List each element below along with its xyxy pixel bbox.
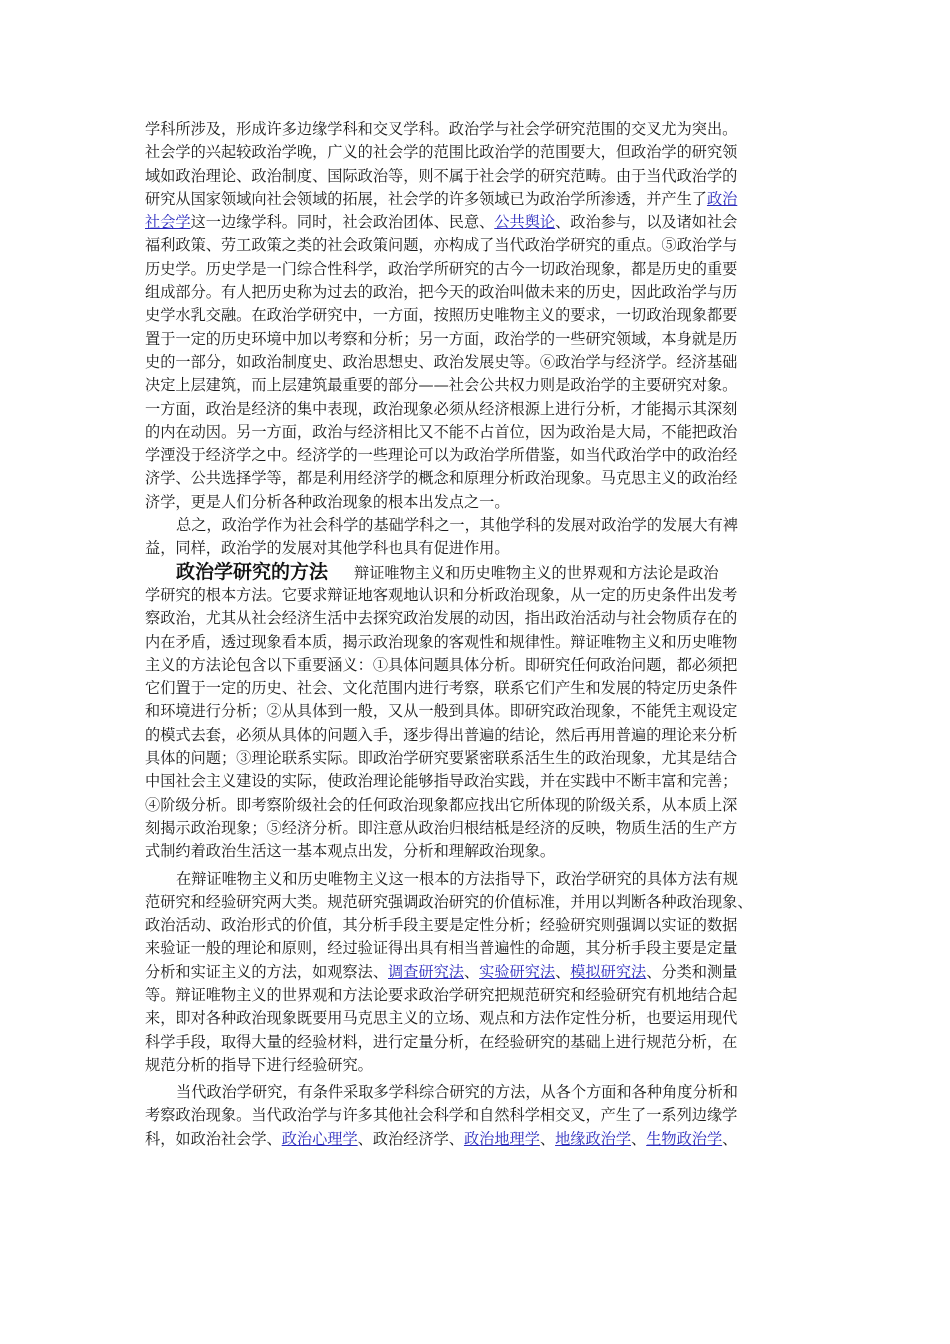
text-line: ④阶级分析。即考察阶级社会的任何政治现象都应找出它所体现的阶级关系，从本质上深 xyxy=(145,795,738,814)
text-line: 史学水乳交融。在政治学研究中，一方面，按照历史唯物主义的要求，一切政治现象都要 xyxy=(145,306,738,325)
text-span: 这一边缘学科。同时，社会政治团体、民意、 xyxy=(190,213,495,232)
text-line: 主义的方法论包含以下重要涵义：①具体问题具体分析。即研究任何政治问题，都必须把 xyxy=(145,655,738,674)
text-line: 学研究的根本方法。它要求辩证地客观地认识和分析政治现象，从一定的历史条件出发考 xyxy=(145,585,738,604)
paragraph-normative-empirical xyxy=(145,868,807,1078)
text-line xyxy=(145,211,807,234)
text-line: 的模式去套，必须从具体的问题入手，逐步得出普遍的结论，然后再用普遍的理论来分析 xyxy=(145,725,738,744)
text-line: 范研究和经验研究两大类。规范研究强调政治研究的价值标准，并用以判断各种政治现象、 xyxy=(145,892,753,911)
text-line: 中国社会主义建设的实际，使政治理论能够指导政治实践，并在实践中不断丰富和完善； xyxy=(145,772,738,791)
text-line: 福利政策、劳工政策之类的社会政策问题，亦构成了当代政治学研究的重点。⑤政治学与 xyxy=(145,236,738,255)
text-line: 察政治，尤其从社会经济生活中去探究政治发展的动因，指出政治活动与社会物质存在的 xyxy=(145,609,738,628)
text-span: 、 xyxy=(555,962,571,981)
link-geopolitics[interactable]: 地缘政治学 xyxy=(555,1129,631,1148)
text-line xyxy=(145,961,807,984)
text-line: 和环境进行分析；②从具体到一般，又从一般到具体。即研究政治现象，不能凭主观设定 xyxy=(145,702,738,721)
text-span: 科，如政治社会学、 xyxy=(145,1129,282,1148)
text-line: 总之，政治学作为社会科学的基础学科之一，其他学科的发展对政治学的发展大有裨 xyxy=(176,516,738,535)
text-span: 研究从国家领域向社会领域的拓展，社会学的许多领域已为政治学所渗透，并产生了 xyxy=(145,189,707,208)
link-survey-method[interactable]: 调查研究法 xyxy=(388,962,464,981)
text-line: 内在矛盾，透过现象看本质，揭示政治现象的客观性和规律性。辩证唯物主义和历史唯物 xyxy=(145,632,738,651)
text-line xyxy=(145,188,807,211)
text-line: 济学、公共选择学等，都是利用经济学的概念和原理分析政治现象。马克思主义的政治经 xyxy=(145,469,738,488)
link-public-opinion[interactable]: 公共舆论 xyxy=(494,213,556,232)
text-line: 组成部分。有人把历史称为过去的政治，把今天的政治叫做未来的历史，因此政治学与历 xyxy=(145,283,738,302)
text-span: 、 xyxy=(631,1129,647,1148)
text-line: 规范分析的指导下进行经验研究。 xyxy=(145,1055,373,1074)
text-line: 益，同样，政治学的发展对其他学科也具有促进作用。 xyxy=(145,539,510,558)
text-line: 一方面，政治是经济的集中表现，政治现象必须从经济根源上进行分析，才能揭示其深刻 xyxy=(145,399,738,418)
text-line: 在辩证唯物主义和历史唯物主义这一根本的方法指导下，政治学研究的具体方法有规 xyxy=(176,869,738,888)
document-page xyxy=(145,118,807,1151)
text-line: 济学，更是人们分析各种政治现象的根本出发点之一。 xyxy=(145,492,510,511)
text-line: 决定上层建筑，而上层建筑最重要的部分——社会公共权力则是政治学的主要研究对象。 xyxy=(145,376,738,395)
text-line: 具体的问题；③理论联系实际。即政治学研究要紧密联系活生生的政治现象，尤其是结合 xyxy=(145,749,738,768)
text-line: 式制约着政治生活这一基本观点出发，分析和理解政治现象。 xyxy=(145,842,556,861)
text-line: 置于一定的历史环境中加以考察和分析；另一方面，政治学的一些研究领域，本身就是历 xyxy=(145,329,738,348)
link-biopolitics[interactable]: 生物政治学 xyxy=(646,1129,723,1148)
text-line: 政治活动、政治形式的价值，其分析手段主要是定性分析；经验研究则强调以实证的数据 xyxy=(145,916,738,935)
text-span: 分析和实证主义的方法，如观察法、 xyxy=(145,962,388,981)
text-line xyxy=(145,1128,807,1151)
paragraph-interdisciplinary xyxy=(145,1081,807,1151)
section-research-methods xyxy=(145,561,807,864)
link-simulation-method[interactable]: 模拟研究法 xyxy=(570,962,647,981)
text-span: 、 xyxy=(539,1129,556,1148)
link-experimental-method[interactable]: 实验研究法 xyxy=(479,962,556,981)
text-span: 、分类和测量 xyxy=(646,962,738,981)
text-line: 学科所涉及，形成许多边缘学科和交叉学科。政治学与社会学研究范围的交叉尤为突出。 xyxy=(145,120,738,138)
text-line: 科学手段，取得大量的经验材料，进行定量分析，在经验研究的基础上进行规范分析，在 xyxy=(145,1032,738,1051)
text-line: 学湮没于经济学之中。经济学的一些理论可以为政治学所借鉴，如当代政治学中的政治经 xyxy=(145,446,738,465)
text-span: 、政治参与，以及诸如社会 xyxy=(555,213,738,232)
link-political-psychology[interactable]: 政治心理学 xyxy=(281,1129,358,1148)
text-line: 来，即对各种政治现象既要用马克思主义的立场、观点和方法作定性分析，也要运用现代 xyxy=(145,1009,738,1028)
link-political-geography[interactable]: 政治地理学 xyxy=(463,1129,540,1148)
link-political-sociology[interactable]: 政治 xyxy=(706,189,738,208)
text-line: 考察政治现象。当代政治学与许多其他社会科学和自然科学相交叉，产生了一系列边缘学 xyxy=(145,1106,738,1125)
text-line: 刻揭示政治现象；⑤经济分析。即注意从政治归根结柢是经济的反映，物质生活的生产方 xyxy=(145,818,738,837)
paragraph-summary xyxy=(145,514,807,561)
text-line: 的内在动因。另一方面，政治与经济相比又不能不占首位，因为政治是大局，不能把政治 xyxy=(145,422,738,441)
text-line: 历史学。历史学是一门综合性科学，政治学所研究的古今一切政治现象，都是历史的重要 xyxy=(145,259,738,278)
text-line: 它们置于一定的历史、社会、文化范围内进行考察，联系它们产生和发展的特定历史条件 xyxy=(145,679,738,698)
text-line: 社会学的兴起较政治学晚，广义的社会学的范围比政治学的范围要大，但政治学的研究领 xyxy=(145,143,738,162)
link-political-sociology-cont[interactable]: 社会学 xyxy=(145,213,191,232)
text-line: 等。辩证唯物主义的世界观和方法论要求政治学研究把规范研究和经验研究有机地结合起 xyxy=(145,985,738,1004)
text-span: 、 xyxy=(722,1129,738,1148)
text-line: 史的一部分，如政治制度史、政治思想史、政治发展史等。⑥政治学与经济学。经济基础 xyxy=(145,352,738,371)
text-span: 、政治经济学、 xyxy=(357,1129,464,1148)
section-heading: 政治学研究的方法 xyxy=(176,560,329,583)
text-span: 、 xyxy=(463,962,480,981)
text-line xyxy=(145,561,807,584)
text-line: 来验证一般的理论和原则，经过验证得出具有相当普遍性的命题，其分析手段主要是定量 xyxy=(145,939,738,958)
paragraph-disciplines xyxy=(145,118,807,514)
text-line: 当代政治学研究，有条件采取多学科综合研究的方法，从各个方面和各种角度分析和 xyxy=(176,1083,738,1102)
text-span: 辩证唯物主义和历史唯物主义的世界观和方法论是政治 xyxy=(354,563,719,582)
text-line: 域如政治理论、政治制度、国际政治等，则不属于社会学的研究范畴。由于当代政治学的 xyxy=(145,166,738,185)
